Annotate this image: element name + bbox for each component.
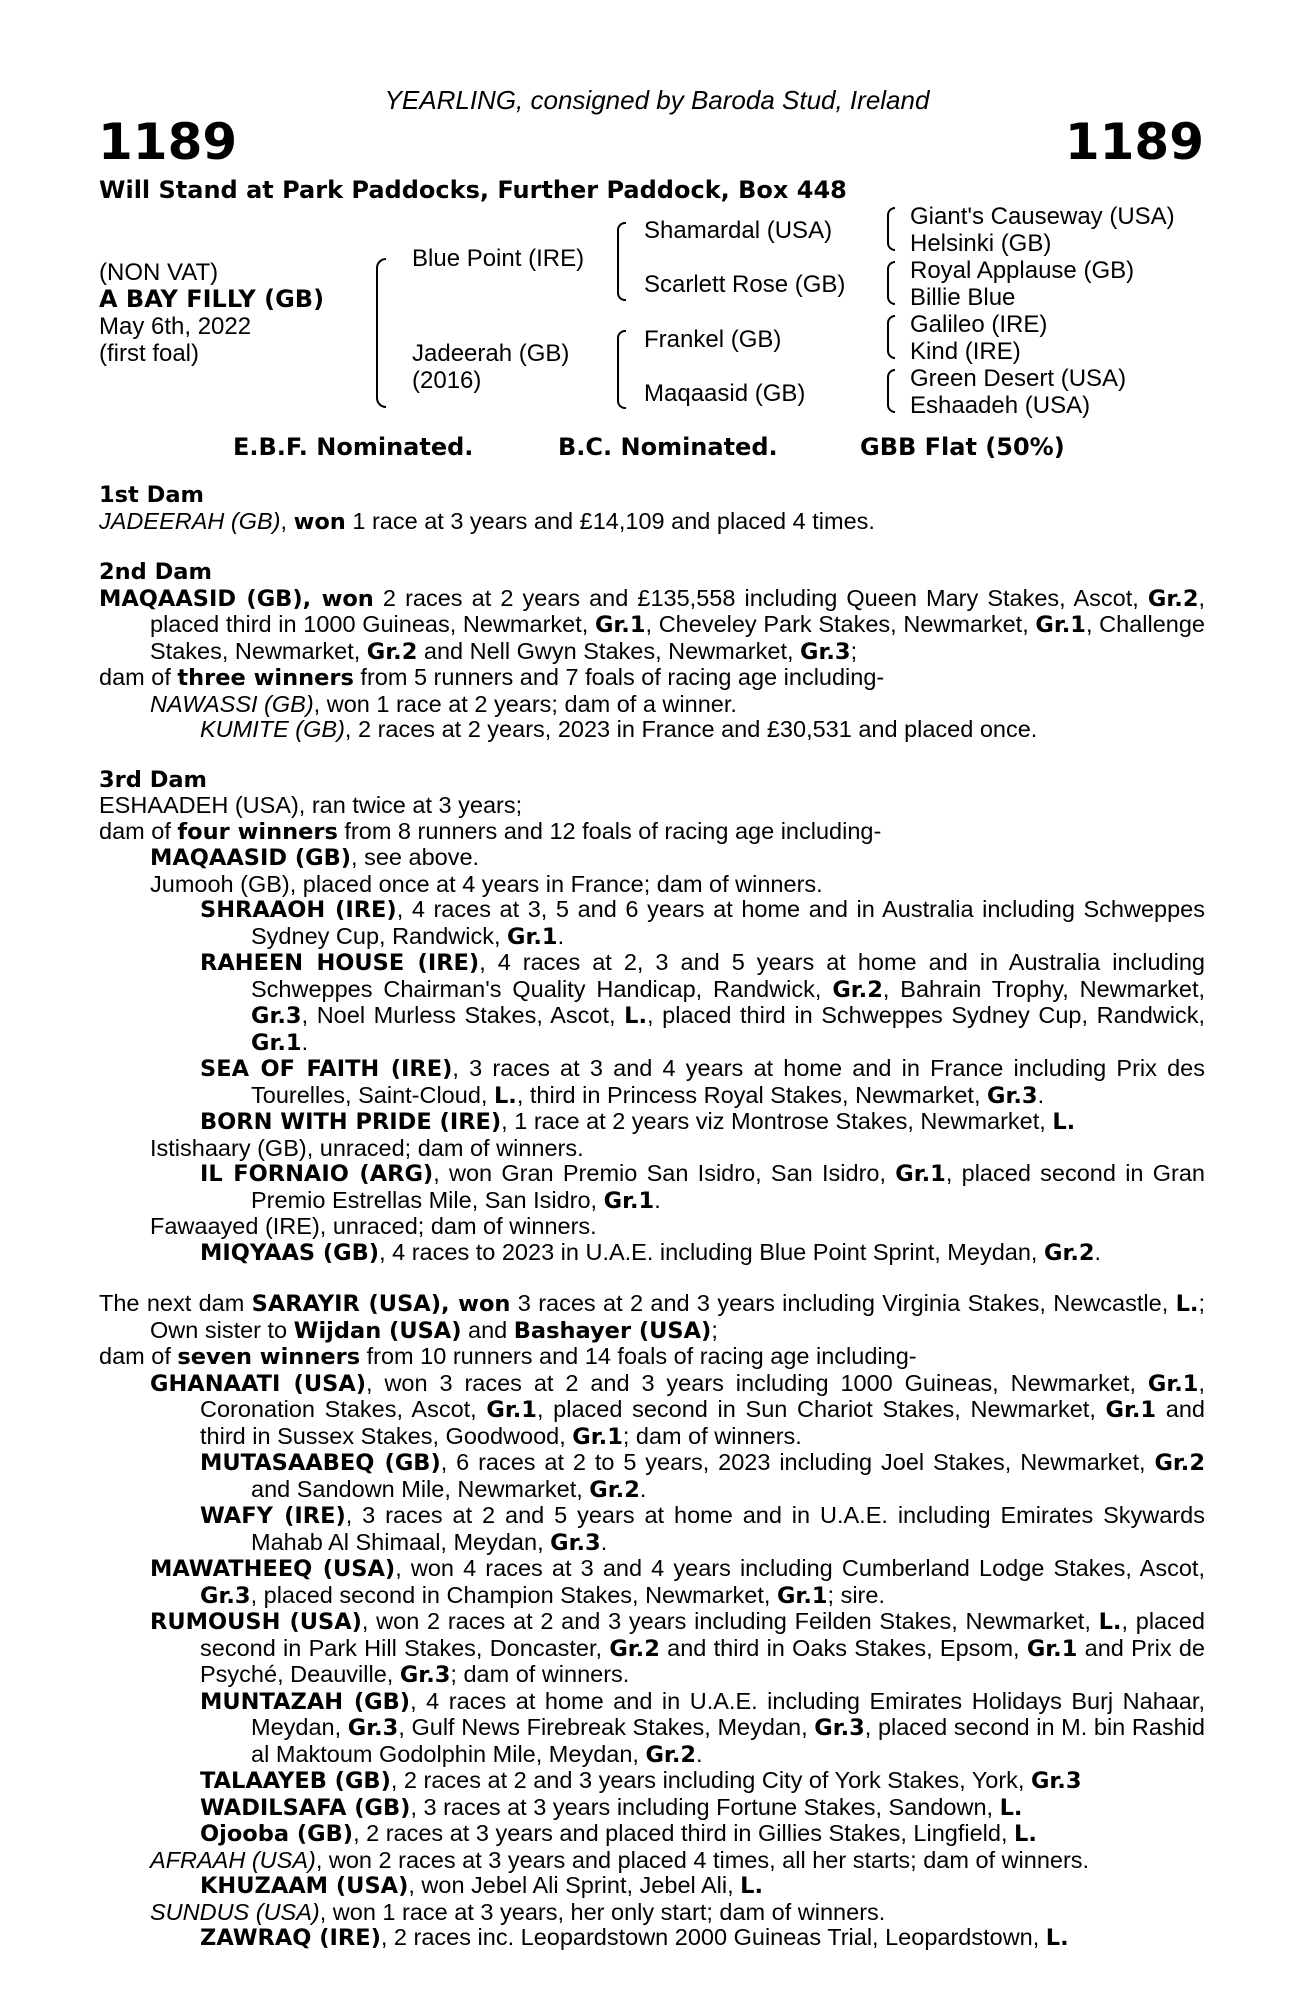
produce-text: ; dam of winners. [622,1422,802,1449]
produce-name: MUNTAZAH (GB) [200,1688,411,1715]
next-dam-text: and [461,1316,514,1343]
produce-text: , 2 races at 2 years, 2023 in France and £30,531 and placed once. [344,716,1038,742]
produce-text: dam of [99,817,178,844]
produce-name: SEA OF FAITH (IRE) [200,1056,453,1082]
grade-label: L. [624,1003,648,1029]
first-dam-text: 1 race at 3 years and £14,109 and placed 4 times. [345,507,875,534]
produce-name: KUMITE (GB) [200,716,345,742]
produce-text: from 8 runners and 12 foals of racing age including- [337,817,882,844]
produce-text: , Coronation Stakes, Ascot, [200,1369,1205,1422]
produce-name: GHANAATI (USA) [150,1370,367,1397]
produce-text: , placed second in Park Hill Stakes, Doncaster, [200,1608,1205,1661]
grade-label: L. [1045,1925,1069,1951]
grade-label: Gr.3 [251,1003,302,1029]
second-dam-text: , placed third in 1000 Guineas, Newmarket, [150,584,1206,637]
produce-name: TALAAYEB (GB) [200,1768,391,1794]
grade-label: Gr.1 [895,1161,946,1187]
second-dam-text: , Challenge Stakes, Newmarket, [150,611,1205,664]
produce-name: RAHEEN HOUSE (IRE) [200,950,480,976]
produce-text: , placed second in Gran Premio Estrellas Mile, San Isidro, [251,1160,1206,1213]
grade-label: L. [740,1873,764,1899]
dam-year: (2016) [412,367,482,394]
produce-entry: MUNTAZAH (GB), 4 races at home and in U.A.E. including Emirates Holidays Burj Nahaar, Meydan, Gr.3, Gulf News Firebreak Stakes, Meydan, Gr.3, placed second in M. bin Rashid al Maktoum Godolphin Mile, Meydan, Gr.2. [200,1687,1206,1768]
grade-label: L. [1014,1821,1037,1847]
grade-label: Gr.2 [1154,1450,1206,1476]
second-dam-heading: 2nd Dam [99,559,212,585]
grade-label: Gr.1 [251,1029,302,1056]
pedigree-brace-gg4 [887,369,895,413]
lot-number-right: 1189 [1064,113,1204,171]
grade-label: Gr.2 [832,976,883,1003]
produce-entry [99,845,1205,872]
produce-name: RUMOUSH (USA) [150,1609,362,1635]
produce-name: MAQAASID (GB) [150,845,352,871]
second-dam-text: 2 races at 2 years and £135,558 including Queen Mary Stakes, Ascot, [373,584,1148,611]
second-dam-section [99,560,1205,743]
produce-name: SUNDUS (USA) [150,1898,320,1925]
produce-text: ; sire. [827,1581,885,1608]
pedigree-brace-sire [617,222,626,301]
produce-name: KHUZAAM (USA) [200,1873,409,1899]
sibling-name: Bashayer (USA) [513,1317,712,1344]
produce-entry [99,1848,1205,1874]
second-dam-text: and Nell Gwyn Stakes, Newmarket, [417,637,801,664]
grade-label: Gr.1 [572,1423,623,1450]
grade-label: Gr.1 [1105,1397,1157,1423]
sire-dam: Scarlett Rose (GB) [644,271,846,298]
second-dam-name: MAQAASID (GB) [99,585,303,612]
next-dam-produce-summary [99,1344,1205,1371]
next-dam-section [99,1291,1205,1952]
lot-subtitle: YEARLING, consigned by Baroda Stud, Ireland [384,85,930,115]
grade-label: Gr.3 [800,638,851,665]
dam: Jadeerah (GB) [412,340,570,367]
produce-text: , 4 races at 2, 3 and 5 years at home and in Australia including Schweppes Chairman's Quality Handicap, Randwick, [251,949,1205,1002]
produce-entry [99,717,1205,743]
produce-text: , won Gran Premio San Isidro, San Isidro, [433,1160,896,1186]
produce-text: , 3 races at 3 years including Fortune Stakes, Sandown, [410,1793,1000,1820]
produce-text: , placed second in Sun Chariot Stakes, Newmarket, [536,1396,1106,1422]
produce-name: MAWATHEEQ (USA) [150,1556,396,1582]
sire: Blue Point (IRE) [412,245,585,272]
next-dam-text: The next dam [99,1290,252,1316]
sire-sire: Shamardal (USA) [644,217,833,244]
produce-record [99,483,1205,1952]
produce-entry: WAFY (IRE), 3 races at 2 and 5 years at home and in U.A.E. including Emirates Skywards Mahab Al Shimaal, Meydan, Gr.3. [200,1502,1205,1556]
grade-label: L. [1098,1609,1122,1635]
grade-label: Gr.1 [776,1582,828,1609]
produce-entry [99,1556,1205,1609]
grade-label: Gr.1 [1035,612,1086,638]
second-dam-won: won [321,585,374,612]
produce-name: IL FORNAIO (ARG) [200,1161,434,1187]
produce-text: , won 2 races at 3 years and placed 4 times, all her starts; dam of winners. [315,1846,1090,1873]
produce-text: , won 2 races at 2 and 3 years including Feilden Stakes, Newmarket, [361,1608,1099,1634]
produce-entry [99,1609,1205,1689]
second-dam-produce-summary [99,665,1205,692]
next-dam-text: ; Own sister to [150,1290,1205,1343]
nomination-gbb: GBB Flat (50%) [860,433,1065,461]
produce-entry: Fawaayed (IRE), unraced; dam of winners. [150,1213,597,1239]
third-dam-record: ESHAADEH (USA), ran twice at 3 years; [99,792,523,818]
produce-entry: SEA OF FAITH (IRE), 3 races at 3 and 4 years at home and in France including Prix des Tourelles, Saint-Cloud, L., third in Princess Royal Stakes, Newmarket, Gr.3. [200,1055,1205,1109]
produce-name: Ojooba (GB) [200,1821,354,1847]
pedigree-brace-gg2 [887,261,895,305]
first-dam-heading: 1st Dam [99,482,204,508]
gg-sire-sire-sire: Giant's Causeway (USA) [910,203,1175,230]
produce-entry: Jumooh (GB), placed once at 4 years in France; dam of winners. [150,870,823,897]
winners-count: three winners [177,665,354,691]
produce-name: WAFY (IRE) [200,1503,346,1529]
grade-label: Gr.2 [589,1476,640,1503]
grade-label: L. [999,1794,1023,1821]
produce-entry: MUTASAABEQ (GB), 6 races at 2 to 5 years, 2023 including Joel Stakes, Newmarket, Gr.2 and Sandown Mile, Newmarket, Gr.2. [200,1449,1206,1503]
produce-entry: RAHEEN HOUSE (IRE), 4 races at 2, 3 and 5 years at home and in Australia including Schweppes Chairman's Quality Handicap, Randwick, Gr.2, Bahrain Trophy, Newmarket, Gr.3, Noel Murless Stakes, Ascot, L., placed third in Schweppes Sydney Cup, Randwick, Gr.1. [200,949,1205,1056]
produce-text: , won 1 race at 2 years; dam of a winner. [313,690,737,717]
produce-text: , see above. [351,844,480,870]
produce-entry [99,1900,1205,1926]
grade-label: Gr.2 [366,638,418,665]
produce-text: , 6 races at 2 to 5 years, 2023 including Joel Stakes, Newmarket, [440,1449,1155,1475]
produce-text: , won 1 race at 3 years, her only start; dam of winners. [319,1898,886,1925]
second-dam-text: , Cheveley Park Stakes, Newmarket, [645,611,1036,637]
produce-text: dam of [99,1343,178,1369]
lot-number-left: 1189 [98,113,238,171]
next-dam-name: SARAYIR (USA), won [251,1291,511,1317]
produce-text: , 2 races at 2 and 3 years including City of York Stakes, York, [390,1767,1031,1793]
produce-text: , 2 races at 3 years and placed third in Gillies Stakes, Lingfield, [353,1820,1015,1846]
grade-label: Gr.1 [486,1397,537,1423]
gg-sire-dam-dam: Billie Blue [910,284,1016,311]
produce-text: , 3 races at 2 and 5 years at home and in U.A.E. including Emirates Skywards Mahab Al Shimaal, Meydan, [251,1502,1205,1555]
gg-dam-sire-sire: Galileo (IRE) [910,311,1048,338]
produce-entry: IL FORNAIO (ARG), won Gran Premio San Isidro, San Isidro, Gr.1, placed second in Gran Premio Estrellas Mile, San Isidro, Gr.1. [200,1160,1206,1214]
gg-sire-sire-dam: Helsinki (GB) [910,230,1052,257]
grade-label: L. [1052,1109,1076,1135]
pedigree-brace-main [376,258,386,408]
grade-label: L. [1175,1291,1199,1317]
grade-label: Gr.2 [609,1635,660,1662]
grade-label: L. [493,1082,517,1109]
pedigree-brace-dam [617,330,626,409]
produce-text: from 10 runners and 14 foals of racing age including- [360,1343,917,1369]
second-dam-record: MAQAASID (GB), won 2 races at 2 years and £135,558 including Queen Mary Stakes, Ascot, Gr.2, placed third in 1000 Guineas, Newmarket, Gr.1, Cheveley Park Stakes, Newmarket, Gr.1, Challenge Stakes, Newmarket, Gr.2 and Nell Gwyn Stakes, Newmarket, Gr.3; [99,584,1206,665]
gg-sire-dam-sire: Royal Applause (GB) [910,257,1135,284]
produce-text: from 5 runners and 7 foals of racing age including- [353,664,885,690]
produce-text: and Sandown Mile, Newmarket, [251,1475,590,1502]
second-dam-text: ; [850,637,858,664]
gg-dam-sire-dam: Kind (IRE) [910,338,1021,365]
produce-text: , placed second in Champion Stakes, Newmarket, [250,1581,777,1608]
produce-text: , 4 races at 3, 5 and 6 years at home and in Australia including Schweppes Sydney Cup, Randwick, [251,896,1205,949]
produce-text: , 2 races inc. Leopardstown 2000 Guineas Trial, Leopardstown, [380,1924,1046,1950]
produce-entry [99,1821,1205,1848]
grade-label: Gr.2 [645,1741,697,1768]
produce-entry: MIQYAAS (GB), 4 races to 2023 in U.A.E. including Blue Point Sprint, Meydan, Gr.2. [200,1238,1102,1266]
produce-entry [99,1873,1205,1900]
horse-dob: May 6th, 2022 [99,313,252,340]
produce-name: SHRAAOH (IRE) [200,897,397,923]
grade-label: Gr.3 [200,1582,251,1609]
next-dam-text: ; [711,1316,718,1343]
grade-label: Gr.1 [507,923,558,950]
produce-entry [99,1768,1205,1795]
produce-name: MUTASAABEQ (GB) [200,1450,441,1476]
produce-text: , 4 races to 2023 in U.A.E. including Blue Point Sprint, Meydan, [379,1238,1044,1265]
first-dam-record: JADEERAH (GB), won 1 race at 3 years and £14,109 and placed 4 times. [99,507,875,535]
produce-text: , third in Princess Royal Stakes, Newmarket, [516,1081,988,1108]
produce-name: ZAWRAQ (IRE) [200,1925,381,1951]
vat-status: (NON VAT) [99,259,219,286]
produce-name: AFRAAH (USA) [150,1846,316,1873]
nomination-ebf: E.B.F. Nominated. [233,433,474,461]
produce-name: BORN WITH PRIDE (IRE) [200,1109,502,1135]
third-dam-section [99,768,1205,1267]
gg-dam-dam-dam: Eshaadeh (USA) [910,392,1091,419]
first-dam-won: won [293,508,346,535]
grade-label: Gr.1 [1026,1635,1078,1662]
produce-text: , placed second in M. bin Rashid al Maktoum Godolphin Mile, Meydan, [251,1714,1206,1767]
grade-label: Gr.1 [1147,1370,1199,1397]
nomination-bc: B.C. Nominated. [558,433,778,461]
winners-count: seven winners [177,1344,361,1370]
grade-label: Gr.3 [550,1529,601,1556]
produce-text: , Noel Murless Stakes, Ascot, [301,1002,625,1028]
produce-text: , 3 races at 3 and 4 years at home and in France including Prix des Tourelles, Saint-Cloud, [251,1055,1205,1108]
produce-text: , 1 race at 2 years viz Montrose Stakes, Newmarket, [501,1108,1053,1134]
winners-count: four winners [177,818,338,845]
grade-label: Gr.2 [1147,585,1199,612]
produce-name: NAWASSI (GB) [150,690,314,717]
produce-text: , placed third in Schweppes Sydney Cup, Randwick, [647,1002,1205,1028]
produce-text: , won Jebel Ali Sprint, Jebel Ali, [408,1872,741,1898]
grade-label: Gr.1 [603,1187,655,1214]
produce-entry: SHRAAOH (IRE), 4 races at 3, 5 and 6 years at home and in Australia including Schweppes Sydney Cup, Randwick, Gr.1. [200,896,1205,950]
produce-text: , Gulf News Firebreak Stakes, Meydan, [398,1714,815,1740]
horse-note: (first foal) [99,340,200,367]
produce-text: and third in Oaks Stakes, Epsom, [659,1634,1027,1661]
produce-entry [99,1795,1205,1822]
produce-text: , won 4 races at 3 and 4 years including Cumberland Lodge Stakes, Ascot, [395,1555,1205,1581]
horse-name: A BAY FILLY (GB) [99,285,325,313]
first-dam-name: JADEERAH (GB) [99,507,281,534]
produce-name: WADILSAFA (GB) [200,1794,411,1821]
grade-label: Gr.3 [399,1662,451,1688]
produce-text: , 4 races at home and in U.A.E. including Emirates Holidays Burj Nahaar, Meydan, [251,1687,1205,1740]
produce-text: , won 3 races at 2 and 3 years including 1000 Guineas, Newmarket, [366,1369,1148,1396]
produce-entry [99,1371,1205,1451]
pedigree-brace-gg3 [887,315,895,359]
produce-entry: Istishaary (GB), unraced; dam of winners. [150,1134,584,1161]
dam-sire: Frankel (GB) [644,326,782,353]
pedigree-brace-gg1 [887,207,895,251]
produce-text: and third in Sussex Stakes, Goodwood, [200,1396,1205,1449]
sibling-name: Wijdan (USA) [293,1317,462,1344]
grade-label: Gr.3 [347,1715,399,1741]
third-dam-produce-summary [99,819,1205,846]
first-dam-section [99,483,1205,535]
dam-dam: Maqaasid (GB) [644,380,806,407]
produce-text: , Bahrain Trophy, Newmarket, [882,975,1205,1002]
produce-entry [99,1109,1205,1136]
produce-entry [99,1925,1205,1952]
produce-text: ; dam of winners. [450,1661,630,1687]
grade-label: Gr.3 [987,1082,1038,1109]
grade-label: Gr.3 [1030,1768,1082,1794]
produce-entry [99,692,1205,718]
grade-label: Gr.1 [594,612,646,638]
produce-text: dam of [99,664,178,690]
produce-name: MIQYAAS (GB) [200,1239,380,1266]
third-dam-heading: 3rd Dam [99,766,207,793]
gg-dam-dam-sire: Green Desert (USA) [910,365,1127,392]
next-dam-record [99,1291,1205,1344]
stand-location: Will Stand at Park Paddocks, Further Paddock, Box 448 [99,176,847,204]
next-dam-text: 3 races at 2 and 3 years including Virginia Stakes, Newcastle, [510,1290,1176,1316]
produce-text: and Prix de Psyché, Deauville, [200,1634,1205,1687]
grade-label: Gr.2 [1043,1239,1095,1266]
grade-label: Gr.3 [814,1715,865,1741]
